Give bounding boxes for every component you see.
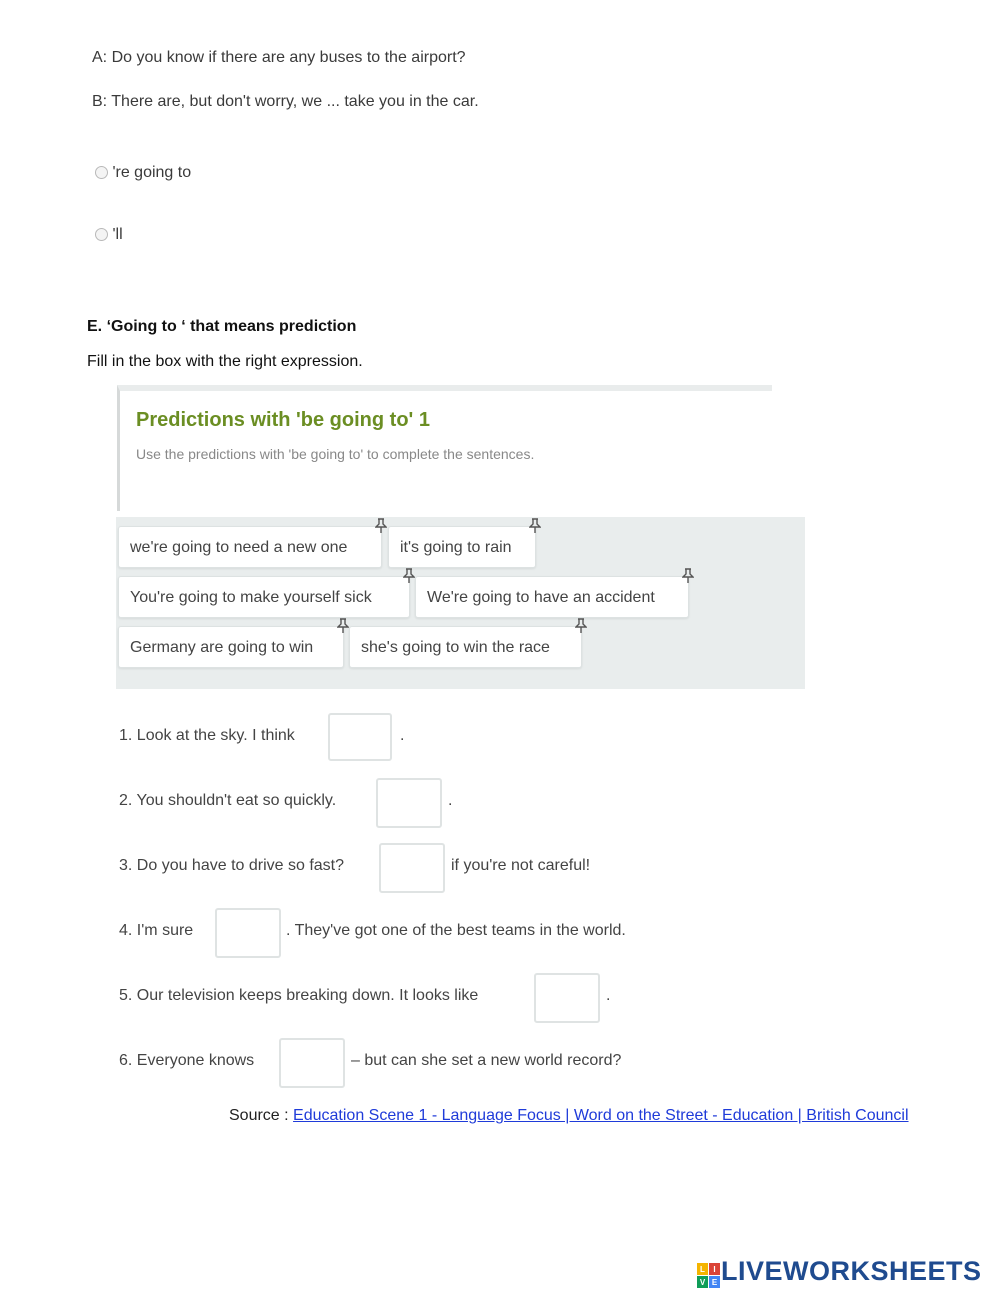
question-4-after: . They've got one of the best teams in the world. xyxy=(286,922,626,939)
question-4-text: 4. I'm sure xyxy=(119,922,194,939)
word-chip[interactable]: it's going to rain xyxy=(388,526,536,568)
word-chip[interactable]: she's going to win the race xyxy=(349,626,582,668)
pin-icon xyxy=(403,568,415,584)
word-chip[interactable]: We're going to have an accident xyxy=(415,576,689,618)
section-title: E. ‘Going to ‘ that means prediction xyxy=(87,318,357,335)
question-2-after: . xyxy=(448,792,453,809)
question-3-after: if you're not careful! xyxy=(451,857,591,874)
source-link[interactable]: Education Scene 1 - Language Focus | Word on the Street - Education | British Council xyxy=(293,1107,909,1124)
exercise-card xyxy=(117,385,772,511)
word-chip[interactable]: You're going to make yourself sick xyxy=(118,576,410,618)
question-1-text: 1. Look at the sky. I think xyxy=(119,727,295,744)
dialog-line-a: A: Do you know if there are any buses to the airport? xyxy=(92,49,466,66)
word-chip[interactable]: we're going to need a new one xyxy=(118,526,382,568)
word-chip[interactable]: Germany are going to win xyxy=(118,626,344,668)
pin-icon xyxy=(575,618,587,634)
section-instruction: Fill in the box with the right expression. xyxy=(87,353,363,370)
question-6-after: – but can she set a new world record? xyxy=(351,1052,622,1069)
badge-letter: V xyxy=(699,1277,706,1287)
option-going-to[interactable] xyxy=(95,164,191,182)
answer-box-3[interactable] xyxy=(379,843,445,893)
question-5-text: 5. Our television keeps breaking down. It looks like xyxy=(119,987,479,1004)
pin-icon xyxy=(337,618,349,634)
question-5-after: . xyxy=(606,987,611,1004)
pin-icon xyxy=(375,518,387,534)
question-3-text: 3. Do you have to drive so fast? xyxy=(119,857,345,874)
question-2-text: 2. You shouldn't eat so quickly. xyxy=(119,792,337,809)
card-title: Predictions with 'be going to' 1 xyxy=(136,409,430,431)
card-description: Use the predictions with 'be going to' to complete the sentences. xyxy=(136,446,535,462)
radio-button[interactable] xyxy=(95,228,108,241)
pin-icon xyxy=(682,568,694,584)
dialog-line-b: B: There are, but don't worry, we ... take you in the car. xyxy=(92,93,479,110)
answer-box-5[interactable] xyxy=(534,973,600,1023)
badge-letter: L xyxy=(700,1264,705,1274)
logo-text: LIVEWORKSHEETS xyxy=(721,1256,982,1286)
radio-button[interactable] xyxy=(95,166,108,179)
option-label: 'll xyxy=(112,226,123,243)
answer-box-4[interactable] xyxy=(215,908,281,958)
option-will[interactable] xyxy=(95,226,123,244)
source-line xyxy=(229,1107,909,1125)
liveworksheets-logo xyxy=(697,1256,982,1289)
answer-box-2[interactable] xyxy=(376,778,442,828)
badge-letter: I xyxy=(713,1264,716,1274)
option-label: 're going to xyxy=(112,164,192,181)
pin-icon xyxy=(529,518,541,534)
word-bank xyxy=(116,517,805,689)
question-6-text: 6. Everyone knows xyxy=(119,1052,255,1069)
question-1-after: . xyxy=(400,727,405,744)
source-label: Source : xyxy=(229,1107,289,1124)
answer-box-1[interactable] xyxy=(328,713,392,761)
logo-badge-icon xyxy=(697,1263,721,1289)
badge-letter: E xyxy=(711,1277,718,1287)
answer-box-6[interactable] xyxy=(279,1038,345,1088)
